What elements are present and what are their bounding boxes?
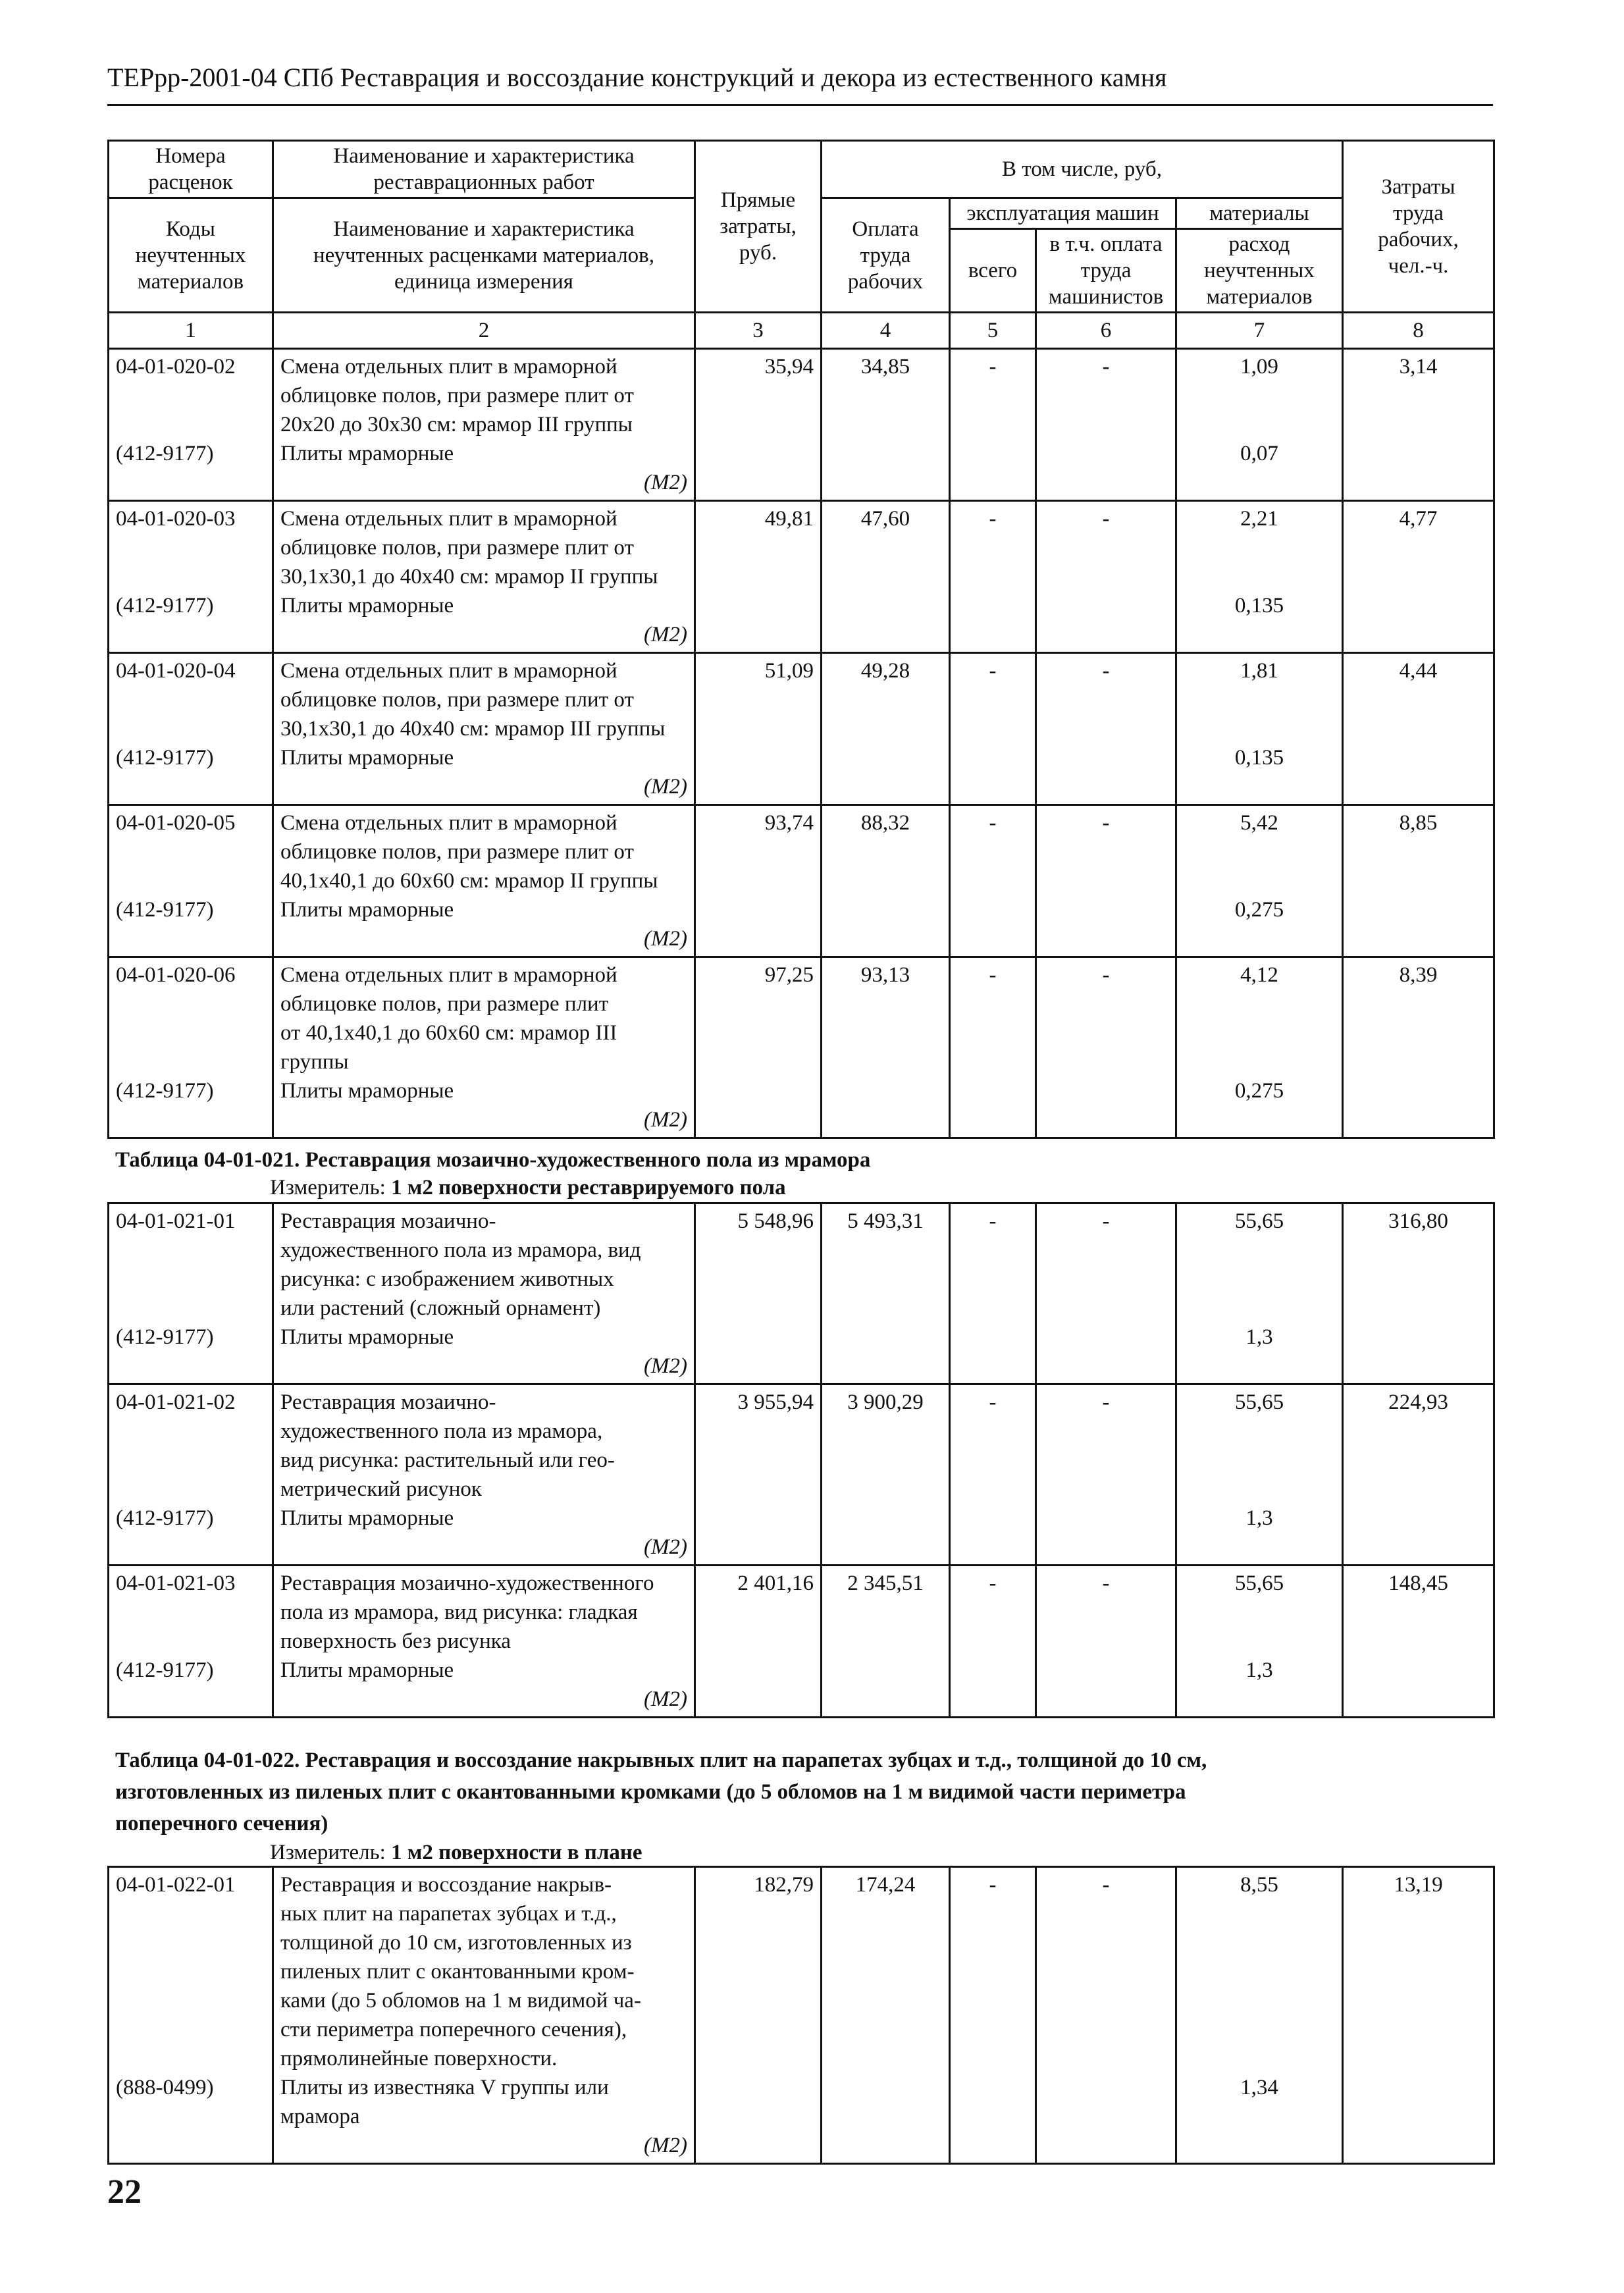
direct-cost: 51,09: [764, 659, 814, 683]
materials-cost-cell: [1176, 1867, 1343, 2164]
labor-cost-cell: [822, 1867, 950, 2164]
col-num: 8: [1343, 313, 1494, 349]
rate-description-cell: [273, 805, 695, 957]
section-020-rows: [109, 349, 1494, 1138]
machines-total-cell: [950, 1384, 1036, 1566]
direct-cost-cell: [695, 501, 822, 653]
unit-label: (М2): [644, 927, 687, 951]
labor-hours-cell: [1343, 1203, 1494, 1384]
material-code: (412-9177): [116, 1658, 214, 1682]
direct-cost: 49,81: [764, 507, 814, 531]
header-row-1: [109, 141, 1494, 198]
material-name: Плиты мраморные: [280, 442, 454, 465]
machines-total: -: [989, 811, 997, 835]
labor-hours: 8,39: [1399, 963, 1438, 987]
direct-cost-cell: [695, 653, 822, 805]
header-direct-costs: Прямые затраты, руб.: [695, 141, 822, 313]
rate-code-cell: [109, 501, 273, 653]
machines-total-cell: [950, 501, 1036, 653]
labor-cost-cell: [822, 1566, 950, 1718]
labor-cost: 3 900,29: [847, 1390, 924, 1414]
materials-cost: 55,65: [1234, 1390, 1284, 1414]
labor-hours: 148,45: [1388, 1571, 1448, 1595]
machinist-pay: -: [1102, 811, 1110, 835]
machinist-pay-cell: [1036, 805, 1176, 957]
rate-code-cell: [109, 349, 273, 501]
table-row: [109, 1384, 1494, 1566]
description-line: сти периметра поперечного сечения),: [280, 2018, 627, 2042]
description-line: толщиной до 10 см, изготовленных из: [280, 1931, 632, 1955]
description-line: пола из мрамора, вид рисунка: гладкая: [280, 1600, 638, 1624]
material-code: (412-9177): [116, 442, 214, 465]
rate-code-cell: [109, 653, 273, 805]
description-line: облицовке полов, при размере плит от: [280, 536, 634, 560]
rate-code-cell: [109, 805, 273, 957]
header-labor-cost: Оплата труда рабочих: [822, 198, 950, 313]
description-line: рисунка: с изображением животных: [280, 1267, 614, 1291]
labor-cost: 34,85: [860, 355, 910, 379]
rate-description-cell: [273, 1566, 695, 1718]
rates-table-022: [107, 1866, 1495, 2165]
page-number: 22: [107, 2173, 142, 2211]
material-name: Плиты мраморные: [280, 1325, 454, 1349]
machines-total: -: [989, 1571, 997, 1595]
machinist-pay-cell: [1036, 1867, 1176, 2164]
materials-cost: 55,65: [1234, 1209, 1284, 1233]
description-line: 30,1х30,1 до 40х40 см: мрамор III группы: [280, 717, 666, 741]
labor-cost-cell: [822, 349, 950, 501]
labor-cost-cell: [822, 501, 950, 653]
rate-code: 04-01-020-03: [116, 507, 236, 531]
machines-total: -: [989, 507, 997, 531]
machinist-pay: -: [1102, 1571, 1110, 1595]
machinist-pay: -: [1102, 1209, 1110, 1233]
machines-total: -: [989, 1390, 997, 1414]
labor-hours: 4,77: [1399, 507, 1438, 531]
rate-code: 04-01-022-01: [116, 1873, 236, 1897]
header-materials: материалы: [1176, 198, 1343, 229]
section-title-021: Таблица 04-01-021. Реставрация мозаично-художественного пола из мрамора: [115, 1148, 871, 1172]
table-row: [109, 805, 1494, 957]
description-line: пиленых плит с окантованными кром-: [280, 1960, 635, 1984]
unit-label: (М2): [644, 1687, 687, 1711]
material-code: (412-9177): [116, 1506, 214, 1530]
machines-total-cell: [950, 1203, 1036, 1384]
description-line: ками (до 5 обломов на 1 м видимой ча-: [280, 1989, 641, 2013]
material-quantity: 1,3: [1245, 1325, 1273, 1349]
description-line: облицовке полов, при размере плит от: [280, 840, 634, 864]
materials-cost: 1,09: [1240, 355, 1278, 379]
machines-total-cell: [950, 957, 1036, 1138]
material-quantity: 0,135: [1234, 746, 1284, 770]
description-line: группы: [280, 1050, 349, 1074]
description-line: облицовке полов, при размере плит от: [280, 688, 634, 712]
materials-cost-cell: [1176, 349, 1343, 501]
header-labor-hours: Затраты труда рабочих, чел.-ч.: [1343, 141, 1494, 313]
direct-cost: 3 955,94: [737, 1390, 814, 1414]
materials-cost: 1,81: [1240, 659, 1278, 683]
material-quantity: 0,275: [1234, 898, 1284, 922]
description-line: метрический рисунок: [280, 1477, 482, 1501]
machinist-pay: -: [1102, 507, 1110, 531]
description-line: Реставрация мозаично-: [280, 1390, 496, 1414]
unit-label: (М2): [644, 2134, 687, 2157]
col-num: 3: [695, 313, 822, 349]
description-line: Смена отдельных плит в мраморной: [280, 811, 617, 835]
rate-code: 04-01-021-01: [116, 1209, 236, 1233]
materials-cost: 4,12: [1240, 963, 1278, 987]
rate-description-cell: [273, 349, 695, 501]
table-row: [109, 1203, 1494, 1384]
col-num: 2: [273, 313, 695, 349]
labor-hours-cell: [1343, 1384, 1494, 1566]
machinist-pay-cell: [1036, 1203, 1176, 1384]
material-name: Плиты из известняка V группы или: [280, 2076, 609, 2099]
labor-cost-cell: [822, 957, 950, 1138]
labor-hours-cell: [1343, 501, 1494, 653]
labor-cost-cell: [822, 1203, 950, 1384]
section-022-rows: [109, 1867, 1494, 2164]
direct-cost-cell: [695, 349, 822, 501]
machines-total-cell: [950, 1566, 1036, 1718]
direct-cost: 5 548,96: [737, 1209, 814, 1233]
labor-cost: 2 345,51: [847, 1571, 924, 1595]
description-line: 40,1х40,1 до 60х60 см: мрамор II группы: [280, 869, 658, 893]
materials-cost-cell: [1176, 501, 1343, 653]
header-material-codes: Коды неучтенных материалов: [109, 198, 273, 313]
direct-cost-cell: [695, 1867, 822, 2164]
material-quantity: 0,07: [1240, 442, 1278, 465]
rate-code-cell: [109, 1203, 273, 1384]
description-line: вид рисунка: растительный или гео-: [280, 1448, 615, 1472]
material-quantity: 1,34: [1240, 2076, 1278, 2099]
rate-code-cell: [109, 1384, 273, 1566]
col-num: 5: [950, 313, 1036, 349]
machinist-pay: -: [1102, 659, 1110, 683]
rate-code: 04-01-020-06: [116, 963, 236, 987]
col-num: 1: [109, 313, 273, 349]
col-num: 6: [1036, 313, 1176, 349]
header-material-name: Наименование и характеристика неучтенных расценками материалов, единица измерения: [273, 198, 695, 313]
description-line: или растений (сложный орнамент): [280, 1296, 601, 1320]
direct-cost: 35,94: [764, 355, 814, 379]
material-quantity: 0,135: [1234, 594, 1284, 618]
materials-cost-cell: [1176, 957, 1343, 1138]
machines-total: -: [989, 1873, 997, 1897]
header-machinist-pay: в т.ч. оплата труда машинистов: [1036, 229, 1176, 313]
rate-description-cell: [273, 653, 695, 805]
unit-label: (М2): [644, 775, 687, 799]
labor-cost: 47,60: [860, 507, 910, 531]
unit-label: (М2): [644, 471, 687, 494]
measure-022: Измеритель: 1 м2 поверхности в плане: [270, 1841, 642, 1864]
material-quantity: 0,275: [1234, 1079, 1284, 1103]
material-quantity: 1,3: [1245, 1506, 1273, 1530]
header-codes: Номера расценок: [109, 141, 273, 198]
labor-hours-cell: [1343, 957, 1494, 1138]
table-row: [109, 501, 1494, 653]
machinist-pay-cell: [1036, 501, 1176, 653]
rate-code: 04-01-021-02: [116, 1390, 236, 1414]
header-rule: [107, 104, 1493, 106]
rate-code-cell: [109, 957, 273, 1138]
labor-cost: 5 493,31: [847, 1209, 924, 1233]
rate-description-cell: [273, 1203, 695, 1384]
description-line: облицовке полов, при размере плит: [280, 992, 609, 1016]
table-row: [109, 653, 1494, 805]
machinist-pay: -: [1102, 355, 1110, 379]
material-code: (412-9177): [116, 1079, 214, 1103]
rate-code-cell: [109, 1566, 273, 1718]
rate-code: 04-01-020-04: [116, 659, 236, 683]
labor-hours-cell: [1343, 1867, 1494, 2164]
material-quantity: 1,3: [1245, 1658, 1273, 1682]
material-name: Плиты мраморные: [280, 1658, 454, 1682]
labor-cost: 49,28: [860, 659, 910, 683]
rate-code: 04-01-020-05: [116, 811, 236, 835]
materials-cost-cell: [1176, 1203, 1343, 1384]
labor-cost-cell: [822, 805, 950, 957]
header-material-consumption: расход неучтенных материалов: [1176, 229, 1343, 313]
labor-hours-cell: [1343, 653, 1494, 805]
description-line: прямолинейные поверхности.: [280, 2047, 558, 2070]
labor-cost-cell: [822, 653, 950, 805]
rate-code-cell: [109, 1867, 273, 2164]
machines-total: -: [989, 355, 997, 379]
description-line: художественного пола из мрамора,: [280, 1419, 603, 1443]
direct-cost-cell: [695, 1203, 822, 1384]
direct-cost-cell: [695, 957, 822, 1138]
material-code: (412-9177): [116, 594, 214, 618]
col-num: 7: [1176, 313, 1343, 349]
material-name: мрамора: [280, 2105, 360, 2128]
machines-total: -: [989, 963, 997, 987]
direct-cost-cell: [695, 1384, 822, 1566]
labor-hours: 13,19: [1394, 1873, 1443, 1897]
table-row: [109, 349, 1494, 501]
table-row: [109, 1867, 1494, 2164]
machines-total-cell: [950, 1867, 1036, 2164]
col-num: 4: [822, 313, 950, 349]
labor-cost: 174,24: [855, 1873, 916, 1897]
labor-hours: 4,44: [1399, 659, 1438, 683]
materials-cost-cell: [1176, 805, 1343, 957]
labor-hours-cell: [1343, 1566, 1494, 1718]
material-name: Плиты мраморные: [280, 594, 454, 618]
header-name: Наименование и характеристика реставрационных работ: [273, 141, 695, 198]
description-line: от 40,1х40,1 до 60х60 см: мрамор III: [280, 1021, 617, 1045]
rate-description-cell: [273, 1384, 695, 1566]
machinist-pay: -: [1102, 963, 1110, 987]
machines-total-cell: [950, 349, 1036, 501]
labor-cost: 93,13: [860, 963, 910, 987]
material-code: (888-0499): [116, 2076, 214, 2099]
labor-hours: 316,80: [1388, 1209, 1448, 1233]
description-line: художественного пола из мрамора, вид: [280, 1238, 641, 1262]
machines-total: -: [989, 1209, 997, 1233]
measure-021: Измеритель: 1 м2 поверхности реставрируемого пола: [270, 1176, 786, 1199]
table-row: [109, 957, 1494, 1138]
description-line: 30,1х30,1 до 40х40 см: мрамор II группы: [280, 565, 658, 589]
description-line: облицовке полов, при размере плит от: [280, 384, 634, 408]
header-machines-all: всего: [950, 229, 1036, 313]
material-code: (412-9177): [116, 1325, 214, 1349]
direct-cost: 182,79: [754, 1873, 814, 1897]
description-line: Смена отдельных плит в мраморной: [280, 355, 617, 379]
labor-hours-cell: [1343, 349, 1494, 501]
unit-label: (М2): [644, 623, 687, 646]
direct-cost-cell: [695, 1566, 822, 1718]
labor-cost: 88,32: [860, 811, 910, 835]
description-line: Смена отдельных плит в мраморной: [280, 963, 617, 987]
materials-cost: 2,21: [1240, 507, 1278, 531]
machinist-pay-cell: [1036, 653, 1176, 805]
header-including: В том числе, руб,: [822, 141, 1343, 198]
materials-cost: 8,55: [1240, 1873, 1278, 1897]
material-name: Плиты мраморные: [280, 898, 454, 922]
machinist-pay: -: [1102, 1390, 1110, 1414]
description-line: ных плит на парапетах зубцах и т.д.,: [280, 1902, 617, 1926]
material-code: (412-9177): [116, 898, 214, 922]
machines-total-cell: [950, 653, 1036, 805]
machinist-pay-cell: [1036, 957, 1176, 1138]
unit-label: (М2): [644, 1535, 687, 1559]
machinist-pay-cell: [1036, 1384, 1176, 1566]
header-machines: эксплуатация машин: [950, 198, 1176, 229]
description-line: Смена отдельных плит в мраморной: [280, 659, 617, 683]
direct-cost: 2 401,16: [737, 1571, 814, 1595]
labor-hours-cell: [1343, 805, 1494, 957]
materials-cost: 5,42: [1240, 811, 1278, 835]
machines-total: -: [989, 659, 997, 683]
unit-label: (М2): [644, 1354, 687, 1378]
rates-table-020: [107, 140, 1495, 1139]
material-name: Плиты мраморные: [280, 1079, 454, 1103]
table-row: [109, 1566, 1494, 1718]
rate-description-cell: [273, 957, 695, 1138]
section-title-022: Таблица 04-01-022. Реставрация и воссоздание накрывных плит на парапетах зубцах и т.д., толщиной до 10 см, изготовленных из пиленых плит с окантованными кромками (до 5 обломов на 1 м видимой части периметра поперечного сечения): [115, 1749, 1207, 1835]
rates-table-021: [107, 1202, 1495, 1718]
materials-cost: 55,65: [1234, 1571, 1284, 1595]
description-line: 20х20 до 30х30 см: мрамор III группы: [280, 413, 633, 436]
material-name: Плиты мраморные: [280, 746, 454, 770]
materials-cost-cell: [1176, 1384, 1343, 1566]
description-line: поверхность без рисунка: [280, 1629, 511, 1653]
direct-cost: 97,25: [764, 963, 814, 987]
section-021-rows: [109, 1203, 1494, 1718]
labor-hours: 8,85: [1399, 811, 1438, 835]
description-line: Реставрация мозаично-: [280, 1209, 496, 1233]
rate-description-cell: [273, 1867, 695, 2164]
rate-code: 04-01-020-02: [116, 355, 236, 379]
labor-hours: 224,93: [1388, 1390, 1448, 1414]
materials-cost-cell: [1176, 1566, 1343, 1718]
direct-cost: 93,74: [764, 811, 814, 835]
labor-cost-cell: [822, 1384, 950, 1566]
material-code: (412-9177): [116, 746, 214, 770]
machinist-pay-cell: [1036, 1566, 1176, 1718]
labor-hours: 3,14: [1399, 355, 1438, 379]
description-line: Реставрация и воссоздание накрыв-: [280, 1873, 612, 1897]
direct-cost-cell: [695, 805, 822, 957]
materials-cost-cell: [1176, 653, 1343, 805]
description-line: Смена отдельных плит в мраморной: [280, 507, 617, 531]
rate-code: 04-01-021-03: [116, 1571, 236, 1595]
machines-total-cell: [950, 805, 1036, 957]
rate-description-cell: [273, 501, 695, 653]
material-name: Плиты мраморные: [280, 1506, 454, 1530]
column-numbers-row: [109, 313, 1494, 349]
machinist-pay-cell: [1036, 349, 1176, 501]
description-line: Реставрация мозаично-художественного: [280, 1571, 654, 1595]
unit-label: (М2): [644, 1108, 687, 1132]
machinist-pay: -: [1102, 1873, 1110, 1897]
page-title: ТЕРрр-2001-04 СПб Реставрация и воссоздание конструкций и декора из естественного камня: [107, 63, 1167, 92]
